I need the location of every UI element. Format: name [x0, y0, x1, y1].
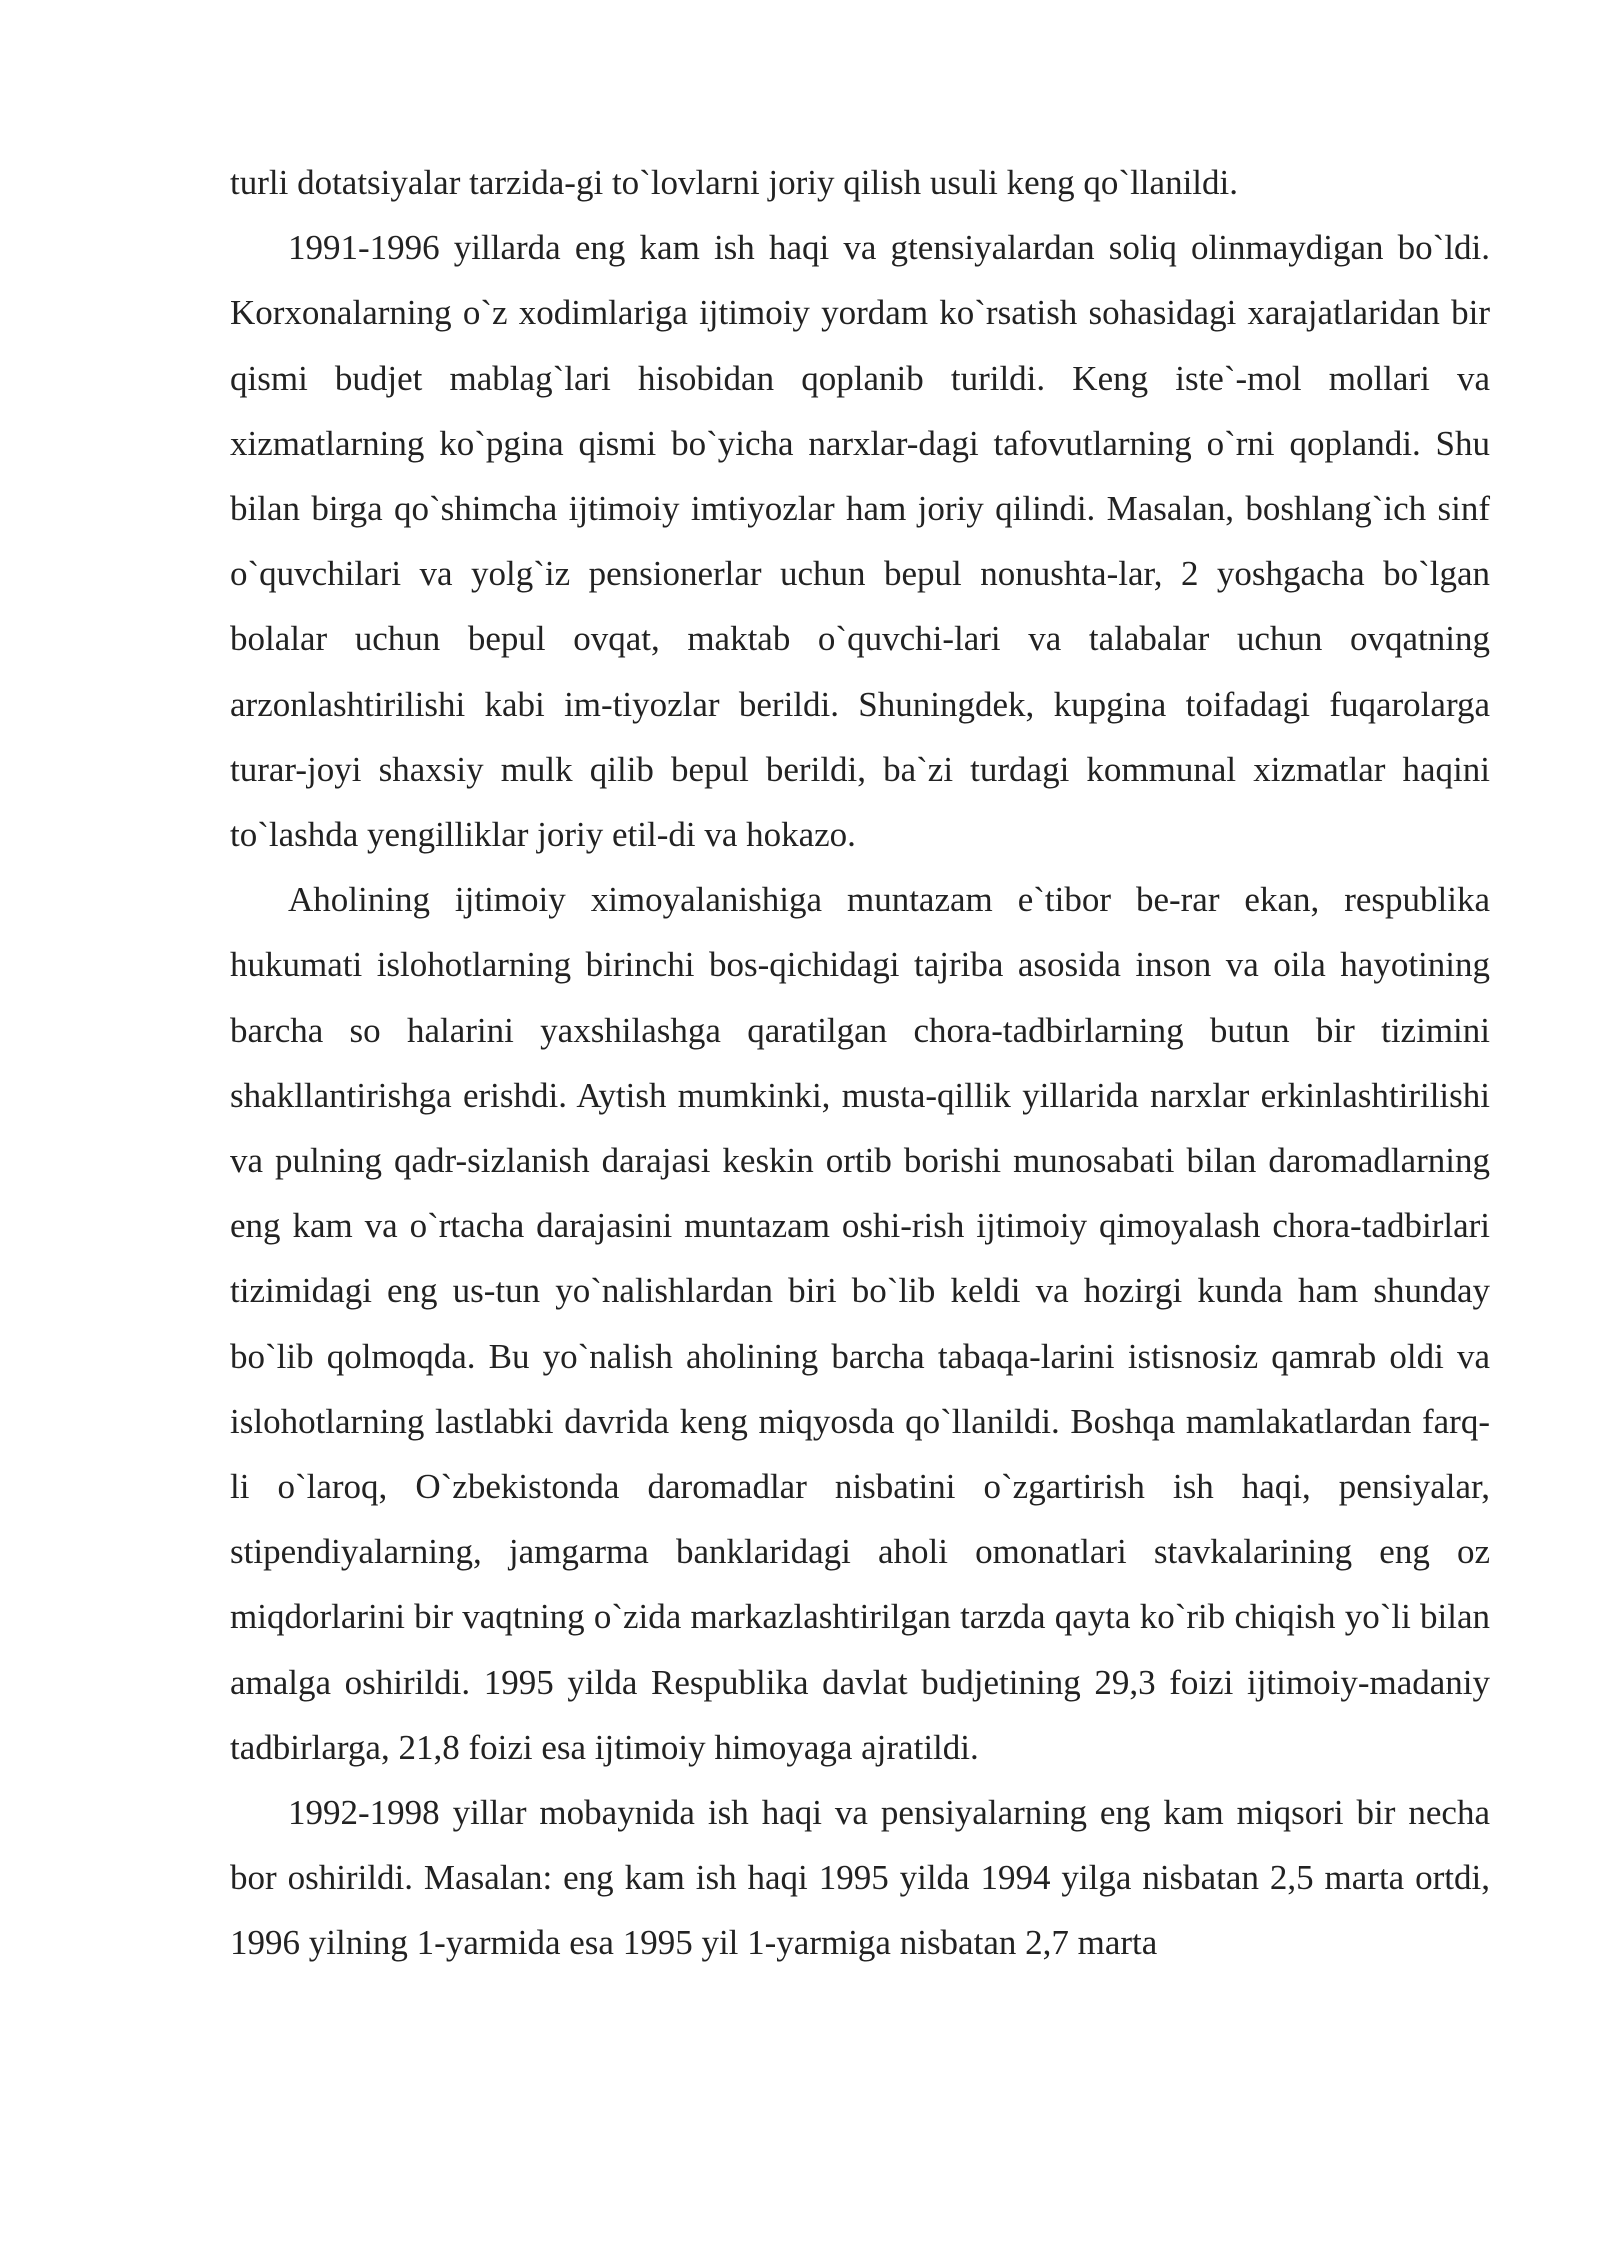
- paragraph-wage-increases: 1992-1998 yillar mobaynida ish haqi va pensiyalarning eng kam miqsori bir necha bor oshirildi. Masalan: eng kam ish haqi 1995 yilda 1994 yilga nisbatan 2,5 marta ortdi, 1996 yilning 1-yarmida esa 1995 yil 1-yarmiga nisbatan 2,7 marta: [230, 1793, 1490, 1963]
- paragraph-tax-exemptions: 1991-1996 yillarda eng kam ish haqi va gtensiyalardan soliq olinmaydigan bo`ldi. Korxonalarning o`z xodimlariga ijtimoiy yordam ko`rsatish sohasidagi xarajatlaridan bir qismi budjet mablag`lari hisobidan qoplanib turildi. Keng iste`-mol mollari va xizmatlarning ko`pgina qismi bo`yicha narxlar-dagi tafovutlarning o`rni qoplandi. Shu bilan birga qo`shimcha ijtimoiy imtiyozlar ham joriy qilindi. Masalan, boshlang`ich sinf o`quvchilari va yolg`iz pensionerlar uchun bepul nonushta-lar, 2 yoshgacha bo`lgan bolalar uchun bepul ovqat, maktab o`quvchi-lari va talabalar uchun ovqatning arzonlashtirilishi kabi im-tiyozlar berildi. Shuningdek, kupgina toifadagi fuqarolarga turar-joyi shaxsiy mulk qilib bepul berildi, ba`zi turdagi kommunal xizmatlar haqini to`lashda yengilliklar joriy etil-di va hokazo.: [230, 228, 1490, 855]
- document-page: [230, 150, 1490, 1976]
- paragraph-continuation: turli dotatsiyalar tarzida-gi to`lovlarni joriy qilish usuli keng qo`llanildi.: [230, 163, 1238, 202]
- paragraph-social-protection: Aholining ijtimoiy ximoyalanishiga muntazam e`tibor be-rar ekan, respublika hukumati islohotlarning birinchi bos-qichidagi tajriba asosida inson va oila hayotining barcha so halarini yaxshilashga qaratilgan chora-tadbirlarning butun bir tizimini shakllantirishga erishdi. Aytish mumkinki, musta-qillik yillarida narxlar erkinlashtirilishi va pulning qadr-sizlanish darajasi keskin ortib borishi munosabati bilan daromadlarning eng kam va o`rtacha darajasini muntazam oshi-rish ijtimoiy qimoyalash chora-tadbirlari tizimidagi eng us-tun yo`nalishlardan biri bo`lib keldi va hozirgi kunda ham shunday bo`lib qolmoqda. Bu yo`nalish aholining barcha tabaqa-larini istisnosiz qamrab oldi va islohotlarning lastlabki davrida keng miqyosda qo`llanildi. Boshqa mamlakatlardan farq-li o`laroq, O`zbekistonda daromadlar nisbatini o`zgartirish ish haqi, pensiyalar, stipendiyalarning, jamgarma banklaridagi aholi omonatlari stavkalarining eng oz miqdorlarini bir vaqtning o`zida markazlashtirilgan tarzda qayta ko`rib chiqish yo`li bilan amalga oshirildi. 1995 yilda Respublika davlat budjetining 29,3 foizi ijtimoiy-madaniy tadbirlarga, 21,8 foizi esa ijtimoiy himoyaga ajratildi.: [230, 880, 1490, 1767]
